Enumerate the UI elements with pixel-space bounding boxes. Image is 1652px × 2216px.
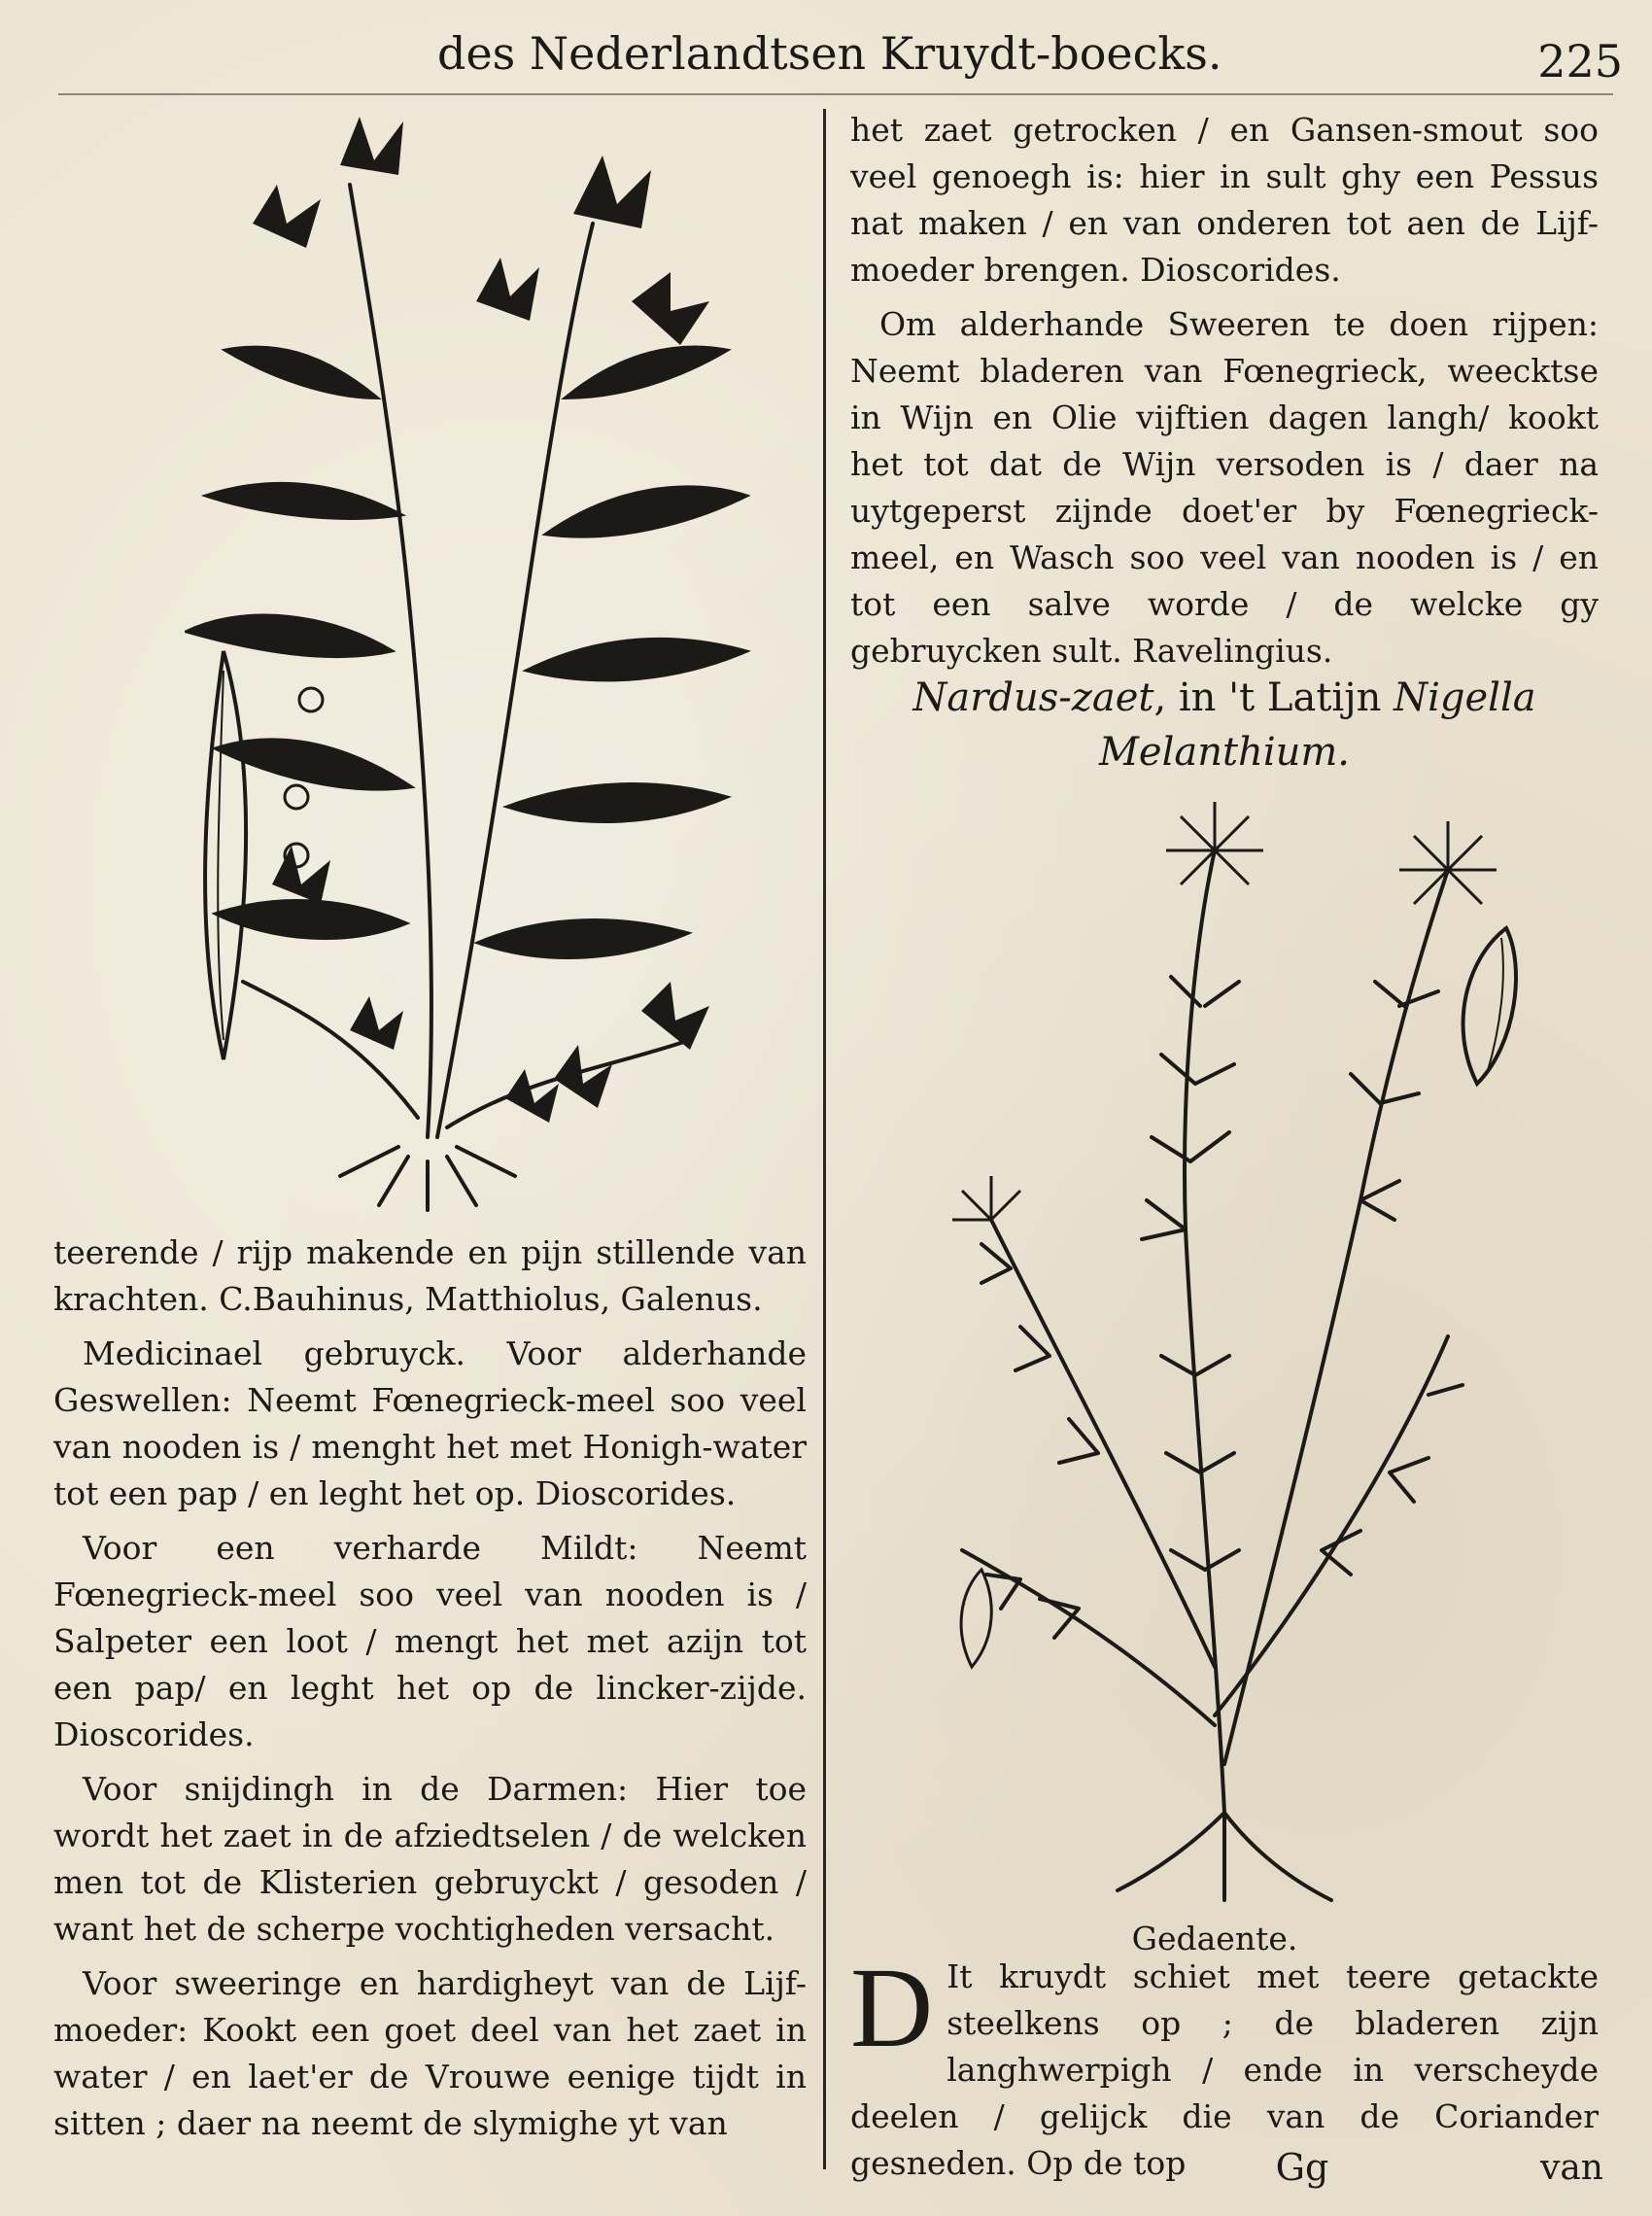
paragraph-krachten: teerende / rijp makende en pijn stillende van krachten. C.Bauhinus, Matthiolus, Galenus. (53, 1233, 807, 1318)
right-column-top (850, 107, 1599, 682)
paragraph-pessus: het zaet getrocken / en Gansen-smout soo veel genoegh is: hier in sult ghy een Pessus nat maken / en van onderen tot aen de Lijf-moeder brengen. Dioscorides. (850, 111, 1599, 289)
catchword: van (1540, 2148, 1603, 2188)
heading-latin-name: Nigella Melanthium. (1098, 675, 1536, 775)
illustration-caption: Gedaente. (1131, 1920, 1298, 1957)
fenugreek-woodcut-illustration (185, 107, 807, 1215)
right-column-bottom (850, 1944, 1599, 2187)
header-rule (58, 93, 1613, 95)
heading-connector: , in 't Latijn (1153, 675, 1394, 720)
nigella-woodcut-illustration (904, 792, 1545, 1910)
signature-mark: Gg (1275, 2146, 1329, 2189)
nigella-heading (850, 671, 1599, 779)
heading-dutch-name: Nardus-zaet (912, 675, 1154, 720)
paragraph-lijfmoeder: Voor sweeringe en hardigheyt van de Lijf-moeder: Kookt een goet deel van het zaet in water / en laet'er de Vrouwe eenige tijdt in sitten ; daer na neemt de slymighe yt van (53, 1964, 807, 2142)
paragraph-darmen: Voor snijdingh in de Darmen: Hier toe wordt het zaet in de afziedtselen / de welcken men tot de Klisterien gebruyckt / gesoden / want het de scherpe vochtigheden versacht. (53, 1770, 807, 1948)
left-column-bottom (53, 1229, 807, 2155)
column-divider (823, 109, 826, 2169)
paragraph-mildt: Voor een verharde Mildt: Neemt Fœnegrieck-meel soo veel van nooden is / Salpeter een loot / mengt het met azijn tot een pap/ en leght het op de lincker-zijde. Dioscorides. (53, 1529, 807, 1753)
paragraph-geswellen: Medicinael gebruyck. Voor alderhande Geswellen: Neemt Fœnegrieck-meel soo veel van nooden is / menght het met Honigh-water tot een pap / en leght het op. Dioscorides. (53, 1334, 807, 1512)
paragraph-description: It kruydt schiet met teere getackte steelkens op ; de bladeren zijn langhwerpigh / ende in verscheyde deelen / gelijck die van de Coriander gesneden. Op de top (850, 1957, 1599, 2182)
running-head: des Nederlandtsen Kruydt-boecks. (437, 27, 1222, 80)
page-number: 225 (1537, 35, 1623, 87)
paragraph-sweeren: Om alderhande Sweeren te doen rijpen: Neemt bladeren van Fœnegrieck, weecktse in Wijn en Olie vijftien dagen langh/ kookt het tot dat de Wijn versoden is / daer na uytgeperst zijnde doet'er by Fœnegrieck-meel, en Wasch soo veel van nooden is / en tot een salve worde / de welcke gy gebruycken sult. Ravelingius. (850, 305, 1599, 670)
drop-cap: D (850, 1944, 934, 2071)
